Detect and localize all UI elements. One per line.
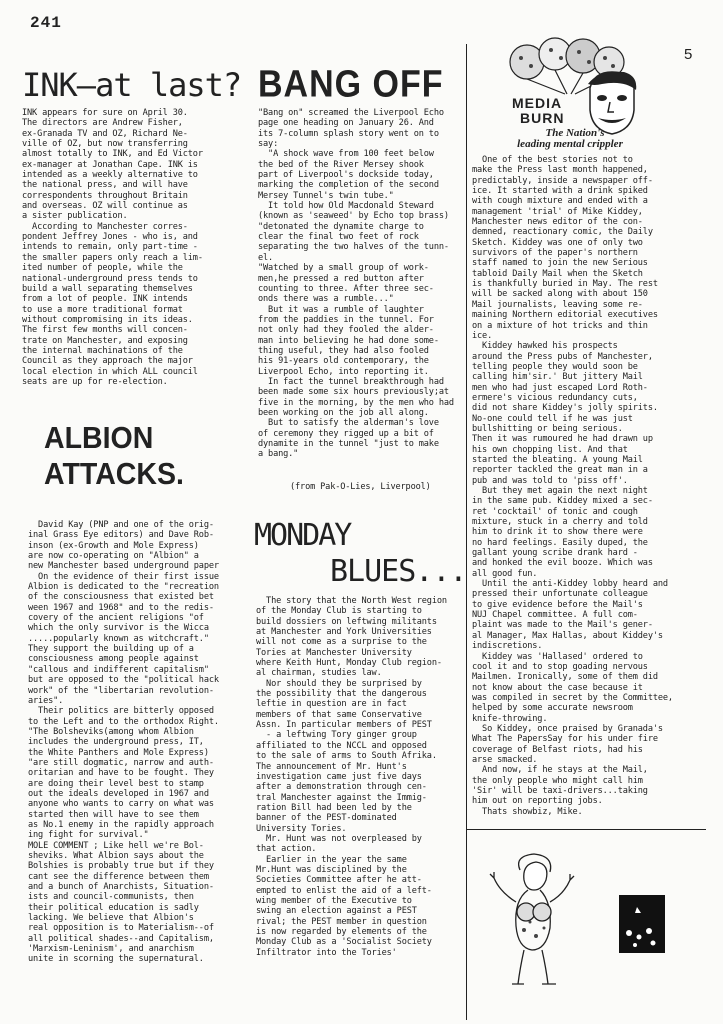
- text-line: which the only survivor is the Wicca: [28, 623, 209, 634]
- ink-article-body: [22, 108, 250, 408]
- text-line: onds there was a rumble...": [258, 294, 394, 305]
- text-line: of the consciousness that existed bet: [28, 592, 214, 603]
- text-line: no hard feelings. Easily duped, the: [472, 537, 648, 548]
- text-line: Manchester news editor of the con-: [472, 217, 643, 228]
- text-line: the White Panthers and Mole Express): [28, 747, 209, 758]
- text-line: What The PapersSay for his under fire: [472, 734, 658, 745]
- text-line: from a lot of people. INK intends: [22, 294, 188, 305]
- text-line: Mr. Hunt was not overpleased by: [256, 833, 422, 844]
- media-subtitle-1: The Nation's: [545, 127, 605, 139]
- text-line: all political shades--and Capitalism,: [28, 933, 214, 944]
- text-line: tral Manchester against the Immig-: [256, 792, 427, 803]
- text-line: .....popularly known as witchcraft.": [28, 633, 209, 644]
- text-line: anyone who wants to carry on what was: [28, 799, 214, 810]
- text-line: Assn. In particular members of PEST: [256, 720, 432, 731]
- text-line: Mersey Tunnel's twin tube.": [258, 190, 394, 201]
- text-line: trate on Manchester, and exposing: [22, 335, 188, 346]
- text-line: So Kiddey, once praised by Granada's: [472, 723, 663, 734]
- text-line: ing fight for survival.": [28, 830, 149, 841]
- text-line: predictably, inside a newspaper off-: [472, 175, 653, 186]
- text-line: its 7-column splash story went on to: [258, 128, 439, 139]
- text-line: a sister publication.: [22, 211, 128, 222]
- cartoon-figure-icon: [484, 850, 594, 990]
- monday-headline-2: BLUES...: [330, 554, 467, 589]
- text-line: (known as 'seaweed' by Echo top brass): [258, 211, 449, 222]
- text-line: the bed of the River Mersey shook: [258, 159, 424, 170]
- page-number-right: 5: [684, 46, 693, 63]
- text-line: started the bleating. A young Mail: [472, 454, 643, 465]
- text-line: University Tories.: [256, 823, 347, 834]
- text-line: correspondents throughout Britain: [22, 190, 188, 201]
- text-line: demned, reactionary comic, the Daily: [472, 227, 653, 238]
- text-line: is thankfully buried in May. The rest: [472, 279, 658, 290]
- text-line: intended as a weekly alternative to: [22, 170, 198, 181]
- text-line: say:: [258, 139, 279, 150]
- text-line: They support the building up of a: [28, 644, 194, 655]
- text-line: Mail journalists, leaving some re-: [472, 299, 643, 310]
- text-line: "detonated the dynamite charge to: [258, 221, 424, 232]
- text-line: after a demonstration through cen-: [256, 782, 427, 793]
- text-line: men who had just escaped Lord Roth-: [472, 382, 648, 393]
- text-line: ermere's vicious redundancy cuts,: [472, 392, 638, 403]
- text-line: ex-manager at Jonathan Cape. INK is: [22, 159, 198, 170]
- text-line: "Watched by a small group of work-: [258, 263, 429, 274]
- text-line: "are still dogmatic, narrow and auth-: [28, 757, 214, 768]
- text-line: investigation came just five days: [256, 771, 422, 782]
- text-line: out the ideals developed in 1967 and: [28, 788, 209, 799]
- text-line: Nor should they be surprised by: [256, 678, 422, 689]
- text-line: started then will have to see them: [28, 809, 199, 820]
- text-line: ists and council-communists, then: [28, 892, 194, 903]
- text-line: But it was a rumble of laughter: [258, 304, 424, 315]
- text-line: a bang.": [258, 449, 299, 460]
- text-line: did not share Kiddey's jolly spirits.: [472, 403, 658, 414]
- text-line: work" of the "libertarian revolution-: [28, 685, 214, 696]
- text-line: Infiltrator into the Tories': [256, 947, 397, 958]
- text-line: five in the morning, by the men who had: [258, 397, 454, 408]
- text-line: but are opposed to the "political hack: [28, 675, 219, 686]
- text-line: Mailmen. Ironically, some of them did: [472, 672, 658, 683]
- text-line: new Manchester based underground paper: [28, 561, 219, 572]
- text-line: inson (ex-Growth and Mole Express): [28, 540, 199, 551]
- text-line: page one heading on January 26. And: [258, 118, 434, 129]
- text-line: - a leftwing Tory ginger group: [256, 730, 417, 741]
- text-line: oritarian and have to be fought. They: [28, 768, 214, 779]
- text-line: Sketch. Kiddey was one of only two: [472, 237, 643, 248]
- bang-credit: (from Pak-O-Lies, Liverpool): [290, 482, 431, 492]
- text-line: David Kay (PNP and one of the orig-: [28, 520, 214, 530]
- text-line: bullshitting or being serious.: [472, 423, 623, 434]
- ink-headline: INK—at last?: [22, 66, 242, 104]
- text-line: 'Sir' will be taxi-drivers...taking: [472, 785, 648, 796]
- text-line: real opposition is to Materialism--of: [28, 923, 214, 934]
- text-line: that action.: [256, 844, 317, 855]
- text-line: on a mixture of hot tricks and thin: [472, 320, 648, 331]
- text-line: the smaller papers only reach a lim-: [22, 252, 203, 263]
- text-line: and overseas. OZ will continue as: [22, 201, 188, 212]
- text-line: Thats showbiz, Mike.: [472, 806, 583, 817]
- albion-headline-2: ATTACKS.: [44, 456, 184, 491]
- text-line: wing member of the Executive to: [256, 895, 412, 906]
- text-line: with cough mixture and ended with a: [472, 196, 648, 207]
- monday-headline-1: MONDAY: [254, 518, 351, 553]
- text-line: tabloid Daily Mail when the Sketch: [472, 268, 643, 279]
- text-line: Mr.Hunt was disciplined by the: [256, 864, 407, 875]
- text-line: will be sacked along with about 150: [472, 289, 648, 300]
- media-title-1: MEDIA: [512, 95, 563, 111]
- text-line: separating the two halves of the tunn-: [258, 242, 449, 253]
- text-line: all good fun.: [472, 568, 538, 579]
- text-line: consciousness among people against: [28, 654, 199, 665]
- monday-article-body: [256, 596, 462, 976]
- text-line: ret 'cocktail' of tonic and cough: [472, 506, 638, 517]
- text-line: his 91-years old contemporary, the: [258, 356, 429, 367]
- text-line: men,he pressed a red button after: [258, 273, 424, 284]
- bang-headline: BANG OFF: [258, 63, 444, 106]
- text-line: But to satisfy the alderman's love: [258, 418, 439, 429]
- text-line: was compiled in secret by the Committee,: [472, 692, 673, 703]
- text-line: empted to enlist the aid of a left-: [256, 885, 432, 896]
- text-line: Societies Committee after he att-: [256, 875, 422, 886]
- text-line: unite in scorning the supernatural.: [28, 954, 204, 965]
- text-line: almost totally to INK, and Ed Victor: [22, 149, 203, 160]
- text-line: INK appears for sure on April 30.: [22, 108, 188, 118]
- page-number: 241: [30, 14, 62, 32]
- text-line: to the sale of arms to South Afrika.: [256, 751, 437, 762]
- text-line: On the evidence of their first issue: [28, 571, 219, 582]
- text-line: Kiddey hawked his prospects: [472, 341, 618, 352]
- text-line: No-one could tell if he was just: [472, 413, 633, 424]
- text-line: covery of the ancient religions "of: [28, 613, 204, 624]
- text-line: to give evidence before the Mail's: [472, 599, 643, 610]
- text-line: reporter tackled the great man in a: [472, 465, 648, 476]
- text-line: at Manchester and York Universities: [256, 627, 432, 638]
- media-subtitle-2: leading mental crippler: [517, 138, 623, 150]
- text-line: their political education is sadly: [28, 902, 199, 913]
- text-line: build a wall separating themselves: [22, 283, 193, 294]
- text-line: ville of OZ, but now transferring: [22, 139, 188, 150]
- text-line: el.: [258, 252, 274, 263]
- text-line: plaint was made to the Mail's gener-: [472, 620, 653, 631]
- text-line: "A shock wave from 100 feet below: [258, 149, 434, 160]
- albion-headline-1: ALBION: [44, 420, 154, 455]
- text-line: ration Bill had been led by the: [256, 802, 412, 813]
- text-line: indiscretions.: [472, 641, 543, 652]
- text-line: Bolshies is probably true but if they: [28, 861, 214, 872]
- text-line: as No.1 enemy in the rapidly approach: [28, 819, 214, 830]
- text-line: the only people who might call him: [472, 775, 643, 786]
- text-line: cant see the difference between them: [28, 871, 209, 882]
- text-line: to use a more traditional format: [22, 304, 183, 315]
- text-line: Their politics are bitterly opposed: [28, 706, 214, 717]
- text-line: counting to three. After three sec-: [258, 283, 434, 294]
- media-title-2: BURN: [520, 110, 565, 126]
- text-line: NUJ Chapel committee. A full com-: [472, 610, 638, 621]
- text-line: Tories at Manchester University: [256, 647, 412, 658]
- text-line: "Bang on" screamed the Liverpool Echo: [258, 108, 444, 118]
- text-line: According to Manchester corres-: [22, 221, 188, 232]
- text-line: and a bunch of Anarchists, Situation-: [28, 882, 214, 893]
- media-burn-article-body: [472, 155, 716, 825]
- text-line: Council as they approach the major: [22, 356, 193, 367]
- text-line: marking the completion of the second: [258, 180, 439, 191]
- text-line: staff named to join the new Serious: [472, 258, 648, 269]
- text-line: al chairman, studies law.: [256, 668, 382, 679]
- media-burn-subtitle: [480, 128, 660, 150]
- text-line: gallant young scribe drank hard -: [472, 548, 638, 559]
- text-line: "callous and indifferent capitalism": [28, 664, 209, 675]
- text-line: calling him'sir.' But jittery Mail: [472, 372, 643, 383]
- text-line: him to drink it to show there were: [472, 527, 643, 538]
- text-line: ice. It started with a drink spiked: [472, 186, 648, 197]
- text-line: thing useful, they had also fooled: [258, 345, 429, 356]
- text-line: will not come as a surprise to the: [256, 637, 427, 648]
- text-line: And now, if he stays at the Mail,: [472, 765, 648, 776]
- text-line: been working on the job all along.: [258, 407, 429, 418]
- text-line: not only had they fooled the alder-: [258, 325, 434, 336]
- text-line: Kiddey was 'Hallased' ordered to: [472, 651, 643, 662]
- text-line: swing an election against a PEST: [256, 906, 417, 917]
- text-line: The directors are Andrew Fisher,: [22, 118, 183, 129]
- text-line: of the Monday Club is starting to: [256, 606, 422, 617]
- text-line: But they met again the next night: [472, 486, 648, 496]
- text-line: in the same pub. Kiddey mixed a sec-: [472, 496, 653, 507]
- text-line: to the Left and to the orthodox Right.: [28, 716, 219, 727]
- text-line: leftie in question are in fact: [256, 699, 407, 710]
- text-line: the possibility that the dangerous: [256, 689, 427, 700]
- text-line: his own chopping list. And that: [472, 444, 628, 455]
- media-burn-title: [512, 96, 564, 126]
- text-line: banner of the PEST-dominated: [256, 813, 397, 824]
- bang-article-body: [258, 108, 464, 468]
- text-line: without compromising in its ideas.: [22, 314, 193, 325]
- text-line: local election in which ALL council: [22, 366, 198, 377]
- text-line: ited number of people, while the: [22, 263, 183, 274]
- text-line: ween 1967 and 1968" and to the redis-: [28, 602, 214, 613]
- text-line: pressed their unfortunate colleague: [472, 589, 648, 600]
- text-line: been made some six hours previously;at: [258, 387, 449, 398]
- text-line: The announcement of Mr. Hunt's: [256, 761, 407, 772]
- text-line: knife-throwing.: [472, 713, 548, 724]
- albion-article-body: [28, 520, 252, 980]
- text-line: man into believing he had done some-: [258, 335, 439, 346]
- text-line: sheviks. What Albion says about the: [28, 851, 204, 861]
- text-line: members of that same Conservative: [256, 709, 422, 720]
- text-line: not know about the case because it: [472, 682, 643, 693]
- text-line: "The Bolsheviks(among whom Albion: [28, 726, 194, 737]
- text-line: helped by some accurate newsroom: [472, 703, 633, 714]
- text-line: telling people they would soon be: [472, 361, 638, 372]
- text-line: around the Press pubs of Manchester,: [472, 351, 653, 362]
- text-line: The story that the North West region: [256, 596, 447, 606]
- text-line: The first few months will concen-: [22, 325, 188, 336]
- text-line: ex-Granada TV and OZ, Richard Ne-: [22, 128, 188, 139]
- text-line: pondent Jeffrey Jones - who is, and: [22, 232, 198, 243]
- text-line: build dossiers on leftwing militants: [256, 616, 437, 627]
- cartoon-divider: [466, 829, 706, 830]
- text-line: coverage of Belfast riots, had his: [472, 744, 643, 755]
- text-line: 'Marxism-Leninism', and anarchism: [28, 944, 194, 955]
- text-line: are now co-operating on "Albion" a: [28, 551, 199, 562]
- text-line: and honked the evil booze. Which was: [472, 558, 653, 569]
- text-line: affiliated to the NCCL and opposed: [256, 740, 427, 751]
- text-line: Then it was rumoured he had drawn up: [472, 434, 653, 445]
- text-line: arse smacked.: [472, 754, 538, 765]
- text-line: Liverpool Echo, into reporting it.: [258, 366, 429, 377]
- text-line: lacking. We believe that Albion's: [28, 913, 194, 924]
- text-line: make the Press last month happened,: [472, 165, 648, 176]
- text-line: are doing their level best to stamp: [28, 778, 204, 789]
- text-line: is now regarded by elements of the: [256, 927, 427, 937]
- text-line: pub and was told to 'piss off'.: [472, 475, 628, 486]
- text-line: inal Grass Eye editors) and Dave Rob-: [28, 530, 214, 541]
- text-line: of ceremony they rigged up a bit of: [258, 428, 434, 439]
- text-line: national-underground press tends to: [22, 273, 198, 284]
- text-line: Monday Club as a 'Socialist Society: [256, 937, 432, 948]
- text-line: ice.: [472, 330, 493, 341]
- text-line: Until the anti-Kiddey lobby heard and: [472, 579, 668, 590]
- text-line: from the paddies in the tunnel. For: [258, 314, 434, 325]
- text-line: Earlier in the year the same: [256, 854, 407, 865]
- column-divider: [466, 44, 467, 1020]
- text-line: clear the final two feet of rock: [258, 232, 419, 243]
- text-line: him out on reporting jobs.: [472, 796, 603, 807]
- text-line: includes the underground press, IT,: [28, 737, 204, 748]
- text-line: In fact the tunnel breakthrough had: [258, 376, 444, 387]
- text-line: One of the best stories not to: [472, 155, 633, 165]
- text-line: Albion is dedicated to the "recreation: [28, 582, 219, 593]
- text-line: intends to remain, only part-time -: [22, 242, 198, 253]
- text-line: seats are up for re-election.: [22, 376, 168, 387]
- text-line: rival; the PEST member in question: [256, 916, 427, 927]
- cartoon-sketch-icon: [617, 893, 667, 955]
- text-line: cool it and to stop goading nervous: [472, 661, 648, 672]
- text-line: the internal machinations of the: [22, 345, 183, 356]
- text-line: dynamite in the tunnel "just to make: [258, 439, 439, 449]
- text-line: maining Northern editorial executives: [472, 310, 658, 321]
- text-line: the national press, and will have: [22, 180, 188, 191]
- text-line: survivors of the paper's northern: [472, 248, 638, 259]
- text-line: aries".: [28, 695, 64, 706]
- text-line: where Keith Hunt, Monday Club region-: [256, 658, 442, 669]
- text-line: management 'trial' of Mike Kiddey,: [472, 206, 643, 217]
- text-line: al Manager, Max Hallas, about Kiddey's: [472, 630, 663, 641]
- text-line: MOLE COMMENT ; Like hell we're Bol-: [28, 840, 204, 851]
- text-line: part of Liverpool's dockside today,: [258, 170, 434, 181]
- text-line: mixture, stuck in a cherry and told: [472, 517, 648, 528]
- text-line: It told how Old Macdonald Steward: [258, 201, 434, 212]
